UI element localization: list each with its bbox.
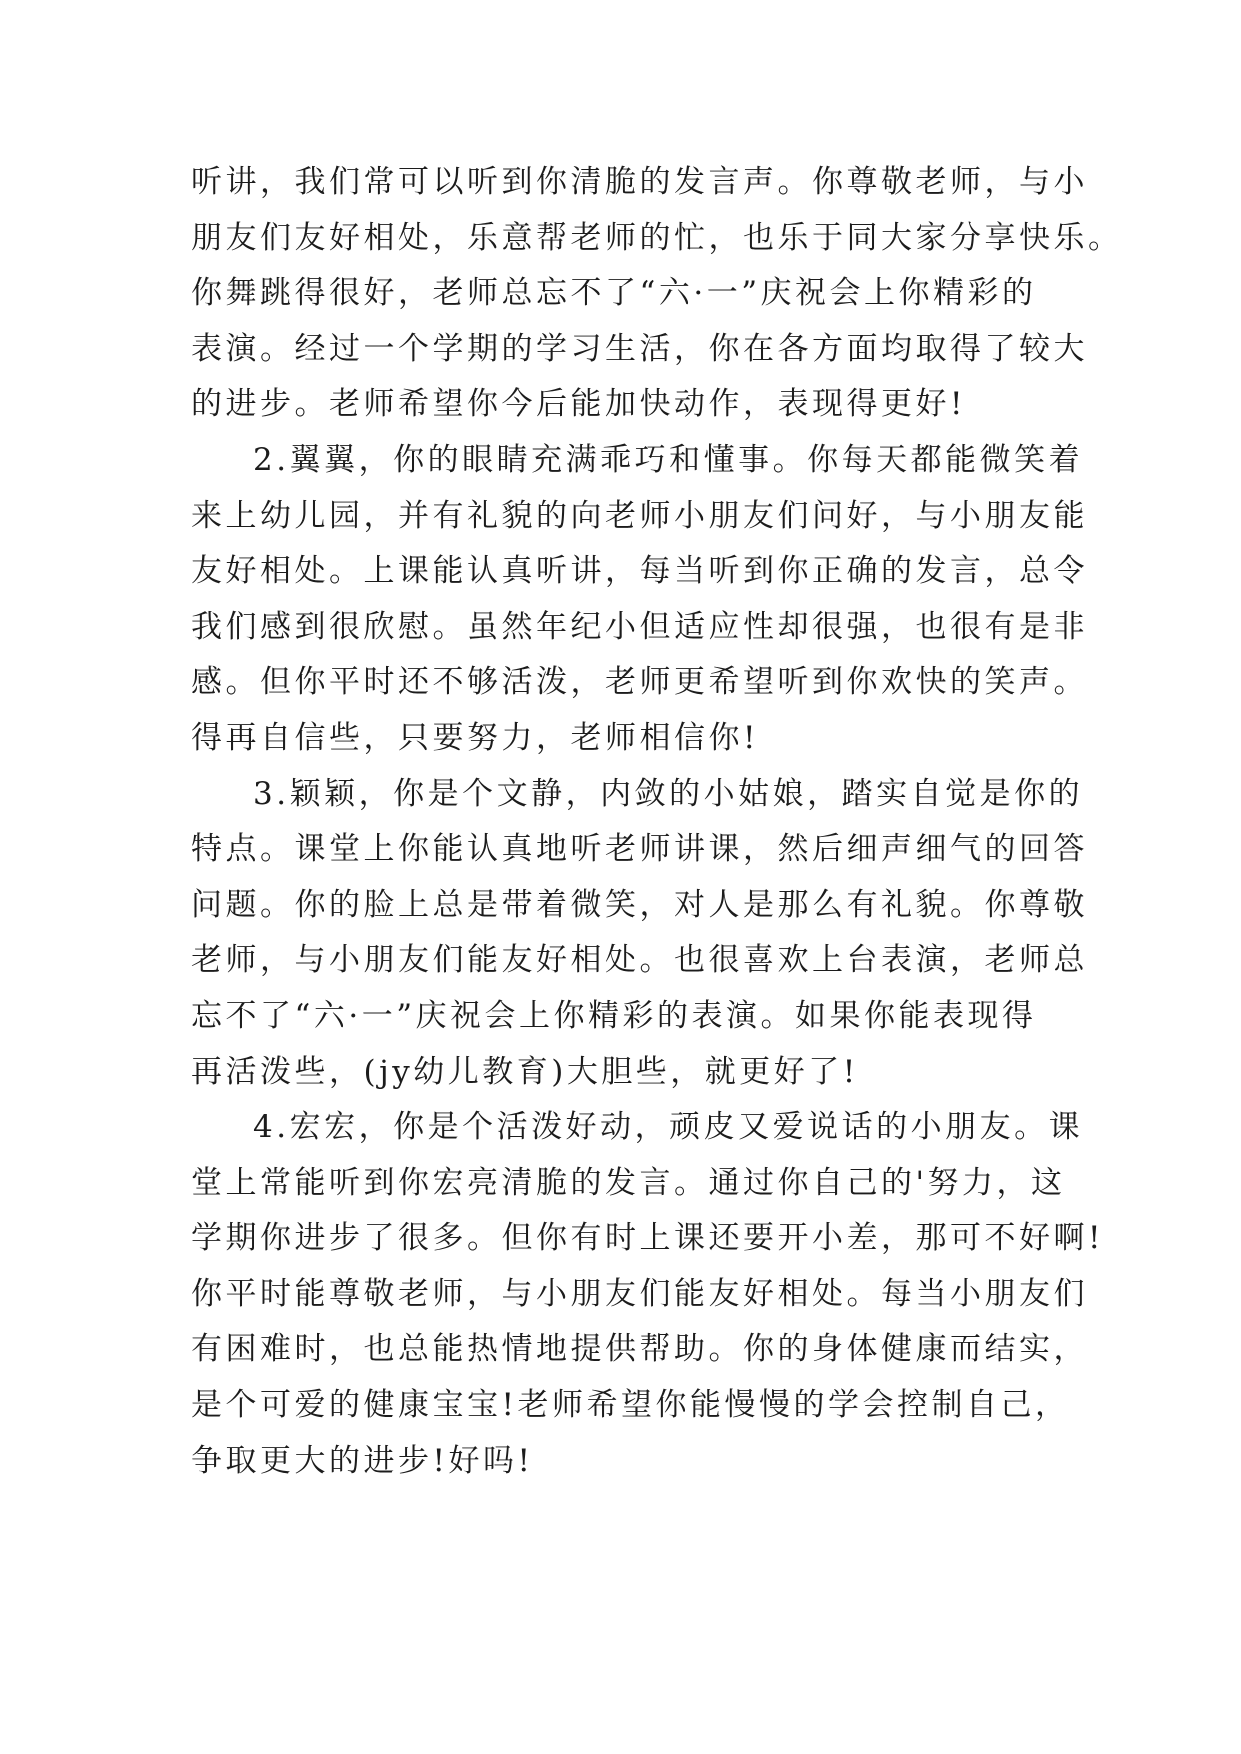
text-line: 是个可爱的健康宝宝!老师希望你能慢慢的学会控制自己， — [191, 1387, 1070, 1424]
text-line: 忘不了“六·一”庆祝会上你精彩的表演。如果你能表现得 — [191, 997, 1037, 1034]
text-line: 我们感到很欣慰。虽然年纪小但适应性却很强，也很有是非 — [191, 608, 1088, 645]
text-line: 得再自信些，只要努力，老师相信你! — [191, 719, 759, 756]
text-line: 表演。经过一个学期的学习生活，你在各方面均取得了较大 — [191, 330, 1088, 367]
text-line: 争取更大的进步!好吗! — [191, 1442, 534, 1479]
text-line: 再活泼些，(jy幼儿教育)大胆些，就更好了! — [191, 1053, 859, 1090]
document-body — [191, 163, 1123, 1497]
text-line: 感。但你平时还不够活泼，老师更希望听到你欢快的笑声。 — [191, 664, 1088, 701]
paragraph-3-start: 3.颖颖，你是个文静，内敛的小姑娘，踏实自觉是你的 — [253, 775, 1084, 812]
text-line: 你舞跳得很好，老师总忘不了“六·一”庆祝会上你精彩的 — [191, 275, 1037, 312]
text-line: 学期你进步了很多。但你有时上课还要开小差，那可不好啊! — [191, 1220, 1104, 1257]
text-line: 听讲，我们常可以听到你清脆的发言声。你尊敬老师，与小 — [191, 164, 1088, 200]
paragraph-2-start: 2.翼翼，你的眼睛充满乖巧和懂事。你每天都能微笑着 — [253, 441, 1084, 478]
text-line: 特点。课堂上你能认真地听老师讲课，然后细声细气的回答 — [191, 831, 1088, 868]
text-line: 朋友们友好相处，乐意帮老师的忙，也乐于同大家分享快乐。 — [191, 219, 1123, 256]
text-line: 有困难时，也总能热情地提供帮助。你的身体健康而结实， — [191, 1331, 1088, 1368]
text-line: 老师，与小朋友们能友好相处。也很喜欢上台表演，老师总 — [191, 942, 1088, 979]
paragraph-4-start: 4.宏宏，你是个活泼好动，顽皮又爱说话的小朋友。课 — [253, 1109, 1084, 1146]
text-line: 友好相处。上课能认真听讲，每当听到你正确的发言，总令 — [191, 553, 1088, 590]
text-line: 你平时能尊敬老师，与小朋友们能友好相处。每当小朋友们 — [191, 1275, 1088, 1312]
text-line: 问题。你的脸上总是带着微笑，对人是那么有礼貌。你尊敬 — [191, 886, 1088, 923]
text-line: 的进步。老师希望你今后能加快动作，表现得更好! — [191, 386, 966, 423]
text-line: 来上幼儿园，并有礼貌的向老师小朋友们问好，与小朋友能 — [191, 497, 1088, 534]
text-line: 堂上常能听到你宏亮清脆的发言。通过你自己的'努力，这 — [191, 1164, 1066, 1201]
